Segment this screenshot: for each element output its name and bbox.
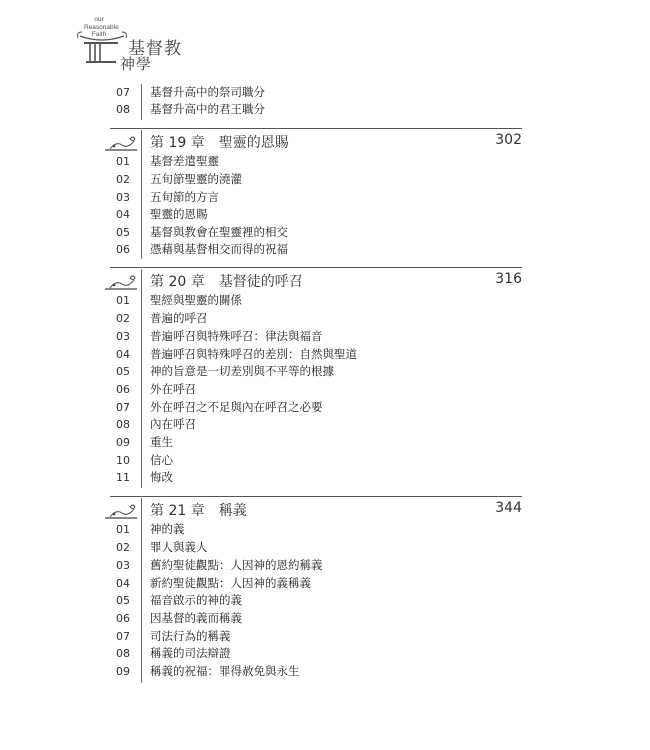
- item-number: 05: [116, 226, 130, 239]
- chapter-rule: [110, 128, 522, 129]
- item-number: 03: [116, 330, 130, 343]
- item-number: 10: [116, 454, 130, 467]
- item-title: 悔改: [150, 470, 173, 484]
- item-title: 基督升高中的祭司職分: [150, 85, 265, 99]
- item-number: 03: [116, 559, 130, 572]
- list-item: [0, 645, 650, 662]
- item-title: 稱義的祝福：罪得赦免與永生: [150, 664, 300, 678]
- list-item: [0, 310, 650, 327]
- item-title: 聖經與聖靈的關係: [150, 293, 242, 307]
- list-item: [0, 363, 650, 380]
- list-item: [0, 328, 650, 345]
- ornament-icon: [104, 270, 140, 292]
- item-title: 外在呼召之不足與內在呼召之必要: [150, 400, 323, 414]
- item-title: 罪人與義人: [150, 540, 208, 554]
- item-number: 05: [116, 365, 130, 378]
- item-title: 外在呼召: [150, 382, 196, 396]
- item-number: 03: [116, 191, 130, 204]
- list-item: [0, 206, 650, 223]
- item-title: 基督差遣聖靈: [150, 154, 219, 168]
- item-number: 05: [116, 594, 130, 607]
- item-number: 07: [116, 630, 130, 643]
- item-title: 聖靈的恩賜: [150, 207, 208, 221]
- item-title: 普遍呼召與特殊呼召的差別：自然與聖道: [150, 347, 357, 361]
- item-number: 08: [116, 647, 130, 660]
- list-item: [0, 381, 650, 398]
- list-item: [0, 153, 650, 170]
- item-title: 憑藉與基督相交而得的祝福: [150, 242, 288, 256]
- item-number: 01: [116, 155, 130, 168]
- item-title: 五旬節的方言: [150, 190, 219, 204]
- chapter-page: 316: [495, 271, 522, 287]
- list-item: [0, 557, 650, 574]
- item-number: 01: [116, 294, 130, 307]
- list-item: [0, 469, 650, 486]
- item-number: 02: [116, 312, 130, 325]
- logo-small-text: our Reasonable Faith: [84, 16, 119, 38]
- chapter-rule: [110, 267, 522, 268]
- item-title: 重生: [150, 435, 173, 449]
- list-item: [0, 452, 650, 469]
- item-number: 06: [116, 243, 130, 256]
- list-item: [0, 434, 650, 451]
- item-number: 04: [116, 208, 130, 221]
- chapter-page: 344: [495, 500, 522, 516]
- item-number: 09: [116, 665, 130, 678]
- list-item: [0, 663, 650, 680]
- item-title: 福音啟示的神的義: [150, 593, 242, 607]
- publisher-logo: [76, 14, 196, 74]
- item-title: 新約聖徒觀點：人因神的義稱義: [150, 576, 311, 590]
- list-item: [0, 84, 650, 101]
- chapter-title: 第 19 章 聖靈的恩賜: [150, 135, 289, 151]
- item-number: 01: [116, 523, 130, 536]
- item-title: 神的義: [150, 522, 185, 536]
- item-title: 神的旨意是一切差別與不平等的根據: [150, 364, 334, 378]
- item-number: 11: [116, 471, 130, 484]
- item-title: 信心: [150, 453, 173, 467]
- list-item: [0, 610, 650, 627]
- item-number: 07: [116, 86, 130, 99]
- item-number: 07: [116, 401, 130, 414]
- item-title: 普遍的呼召: [150, 311, 208, 325]
- list-item: [0, 101, 650, 118]
- item-number: 06: [116, 383, 130, 396]
- item-title: 基督升高中的君王職分: [150, 102, 265, 116]
- item-number: 08: [116, 418, 130, 431]
- item-number: 06: [116, 612, 130, 625]
- item-title: 舊約聖徒觀點：人因神的恩約稱義: [150, 558, 323, 572]
- list-item: [0, 241, 650, 258]
- list-item: [0, 346, 650, 363]
- logo-subtitle: 神學: [120, 55, 153, 73]
- list-item: [0, 416, 650, 433]
- item-number: 04: [116, 577, 130, 590]
- item-number: 02: [116, 541, 130, 554]
- item-number: 04: [116, 348, 130, 361]
- item-title: 稱義的司法辯證: [150, 646, 231, 660]
- item-title: 普遍呼召與特殊呼召：律法與福音: [150, 329, 323, 343]
- item-title: 內在呼召: [150, 417, 196, 431]
- item-title: 基督與教會在聖靈裡的相交: [150, 225, 288, 239]
- ornament-icon: [104, 131, 140, 153]
- item-title: 司法行為的稱義: [150, 629, 231, 643]
- chapter-page: 302: [495, 132, 522, 148]
- logo-title: 基督教: [128, 39, 182, 59]
- list-item: [0, 399, 650, 416]
- list-item: [0, 592, 650, 609]
- list-item: [0, 171, 650, 188]
- ornament-icon: [104, 499, 140, 521]
- item-number: 09: [116, 436, 130, 449]
- item-number: 02: [116, 173, 130, 186]
- list-item: [0, 539, 650, 556]
- list-item: [0, 575, 650, 592]
- item-number: 08: [116, 103, 130, 116]
- chapter-title: 第 21 章 稱義: [150, 503, 247, 519]
- list-item: [0, 224, 650, 241]
- list-item: [0, 292, 650, 309]
- chapter-title: 第 20 章 基督徒的呼召: [150, 274, 303, 290]
- chapter-rule: [110, 496, 522, 497]
- item-title: 五旬節聖靈的澆灌: [150, 172, 242, 186]
- list-item: [0, 521, 650, 538]
- item-title: 因基督的義而稱義: [150, 611, 242, 625]
- list-item: [0, 628, 650, 645]
- list-item: [0, 189, 650, 206]
